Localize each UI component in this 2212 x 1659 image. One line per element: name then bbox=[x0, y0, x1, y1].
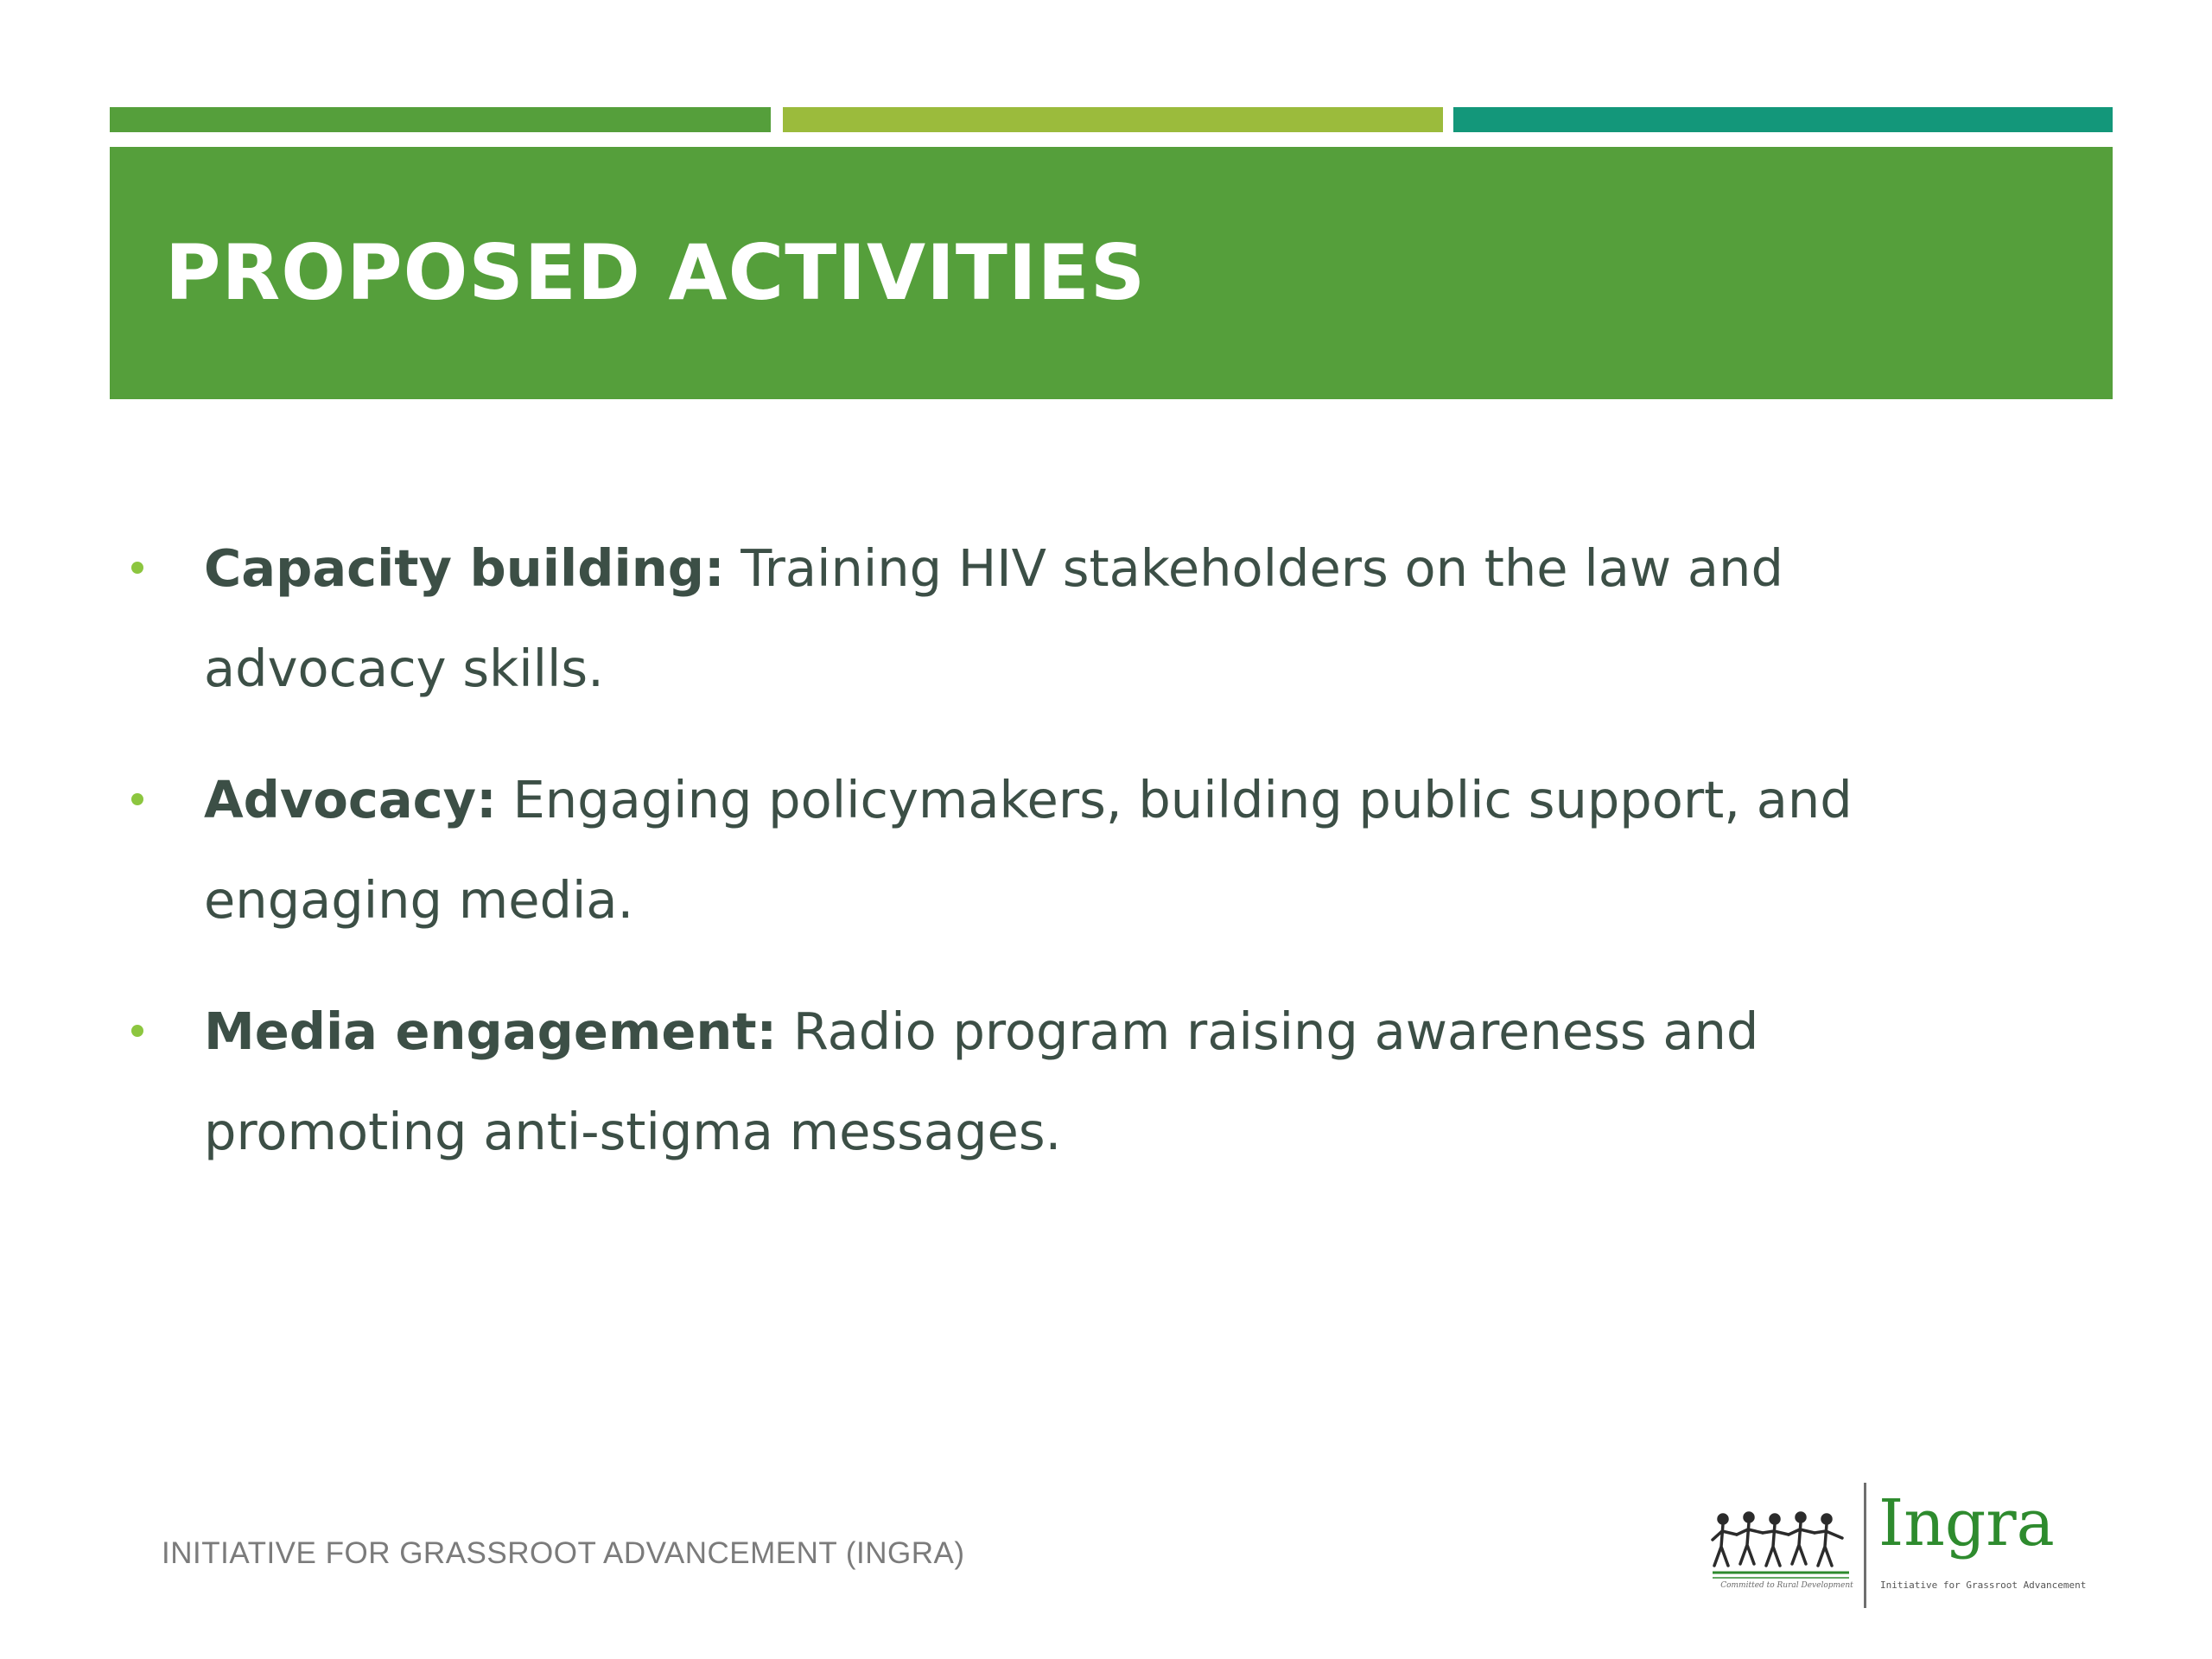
stripe-teal bbox=[1453, 107, 2113, 132]
bullet-term: Capacity building: bbox=[204, 538, 725, 598]
bullet-list bbox=[121, 518, 2022, 1213]
stripe-green bbox=[110, 107, 771, 132]
bullet-term: Media engagement: bbox=[204, 1001, 778, 1061]
bullet-term: Advocacy: bbox=[204, 770, 497, 830]
slide-title: PROPOSED ACTIVITIES bbox=[165, 228, 1147, 317]
bullet-dot-icon bbox=[131, 793, 143, 805]
top-stripes bbox=[110, 107, 2113, 132]
bullet-item bbox=[121, 982, 2022, 1182]
title-bar bbox=[110, 147, 2113, 399]
footer-organization: INITIATIVE FOR GRASSROOT ADVANCEMENT (INGRA) bbox=[162, 1536, 965, 1570]
bullet-text: Radio program raising awareness and promoting anti-stigma messages. bbox=[204, 1001, 1759, 1161]
bullet-item bbox=[121, 750, 2022, 950]
logo-name: Ingra bbox=[1878, 1486, 2055, 1560]
logo-tagline: Committed to Rural Development bbox=[1720, 1581, 1853, 1590]
logo-divider bbox=[1864, 1483, 1866, 1608]
people-holding-hands-icon bbox=[1711, 1509, 1853, 1586]
stripe-lime bbox=[783, 107, 1443, 132]
logo-subtitle: Initiative for Grassroot Advancement bbox=[1880, 1580, 2087, 1591]
bullet-text: Training HIV stakeholders on the law and advocacy skills. bbox=[204, 538, 1783, 698]
bullet-text: Engaging policymakers, building public support, and engaging media. bbox=[204, 770, 1853, 930]
ingra-logo bbox=[1711, 1483, 2091, 1612]
bullet-dot-icon bbox=[131, 1025, 143, 1037]
bullet-dot-icon bbox=[131, 562, 143, 574]
bullet-item bbox=[121, 518, 2022, 719]
